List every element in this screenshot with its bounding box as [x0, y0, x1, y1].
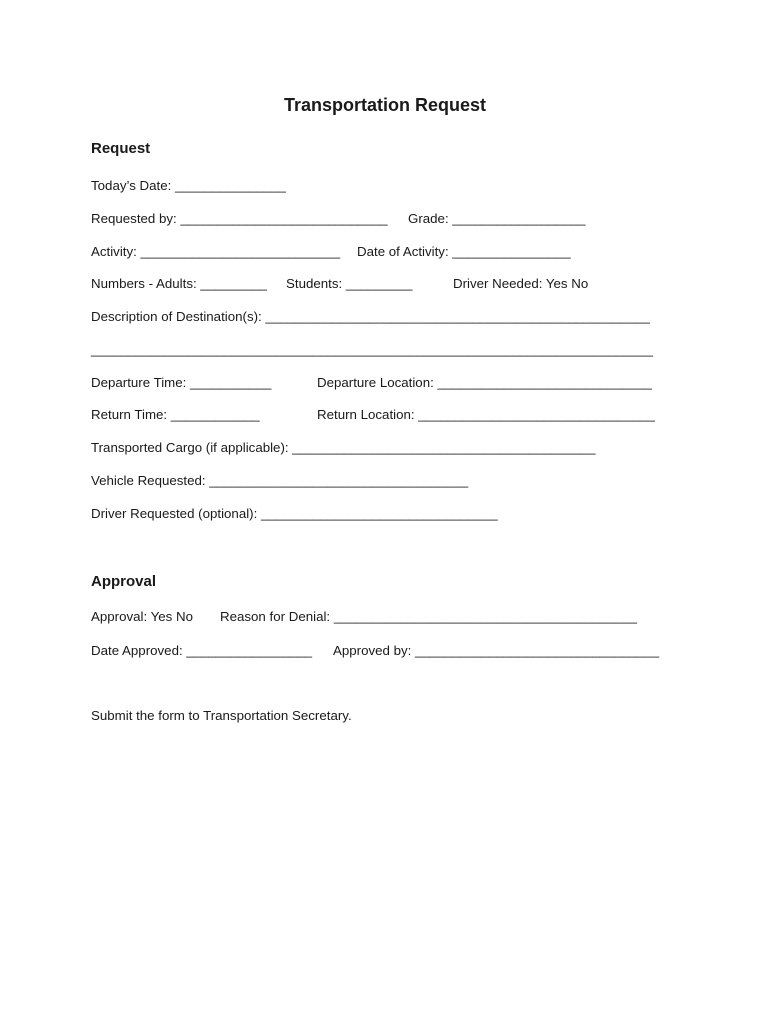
description-row: [0, 308, 770, 326]
activity-field[interactable]: Activity: ___________________________: [91, 244, 341, 259]
driver-requested-row: [0, 505, 770, 523]
driver-needed-field[interactable]: Driver Needed: Yes No: [453, 276, 589, 291]
approval-section-heading: Approval: [91, 573, 157, 590]
approved-by-field[interactable]: Approved by: _________________________________: [333, 643, 660, 658]
departure-time-field[interactable]: Departure Time: ___________: [91, 375, 272, 390]
requested-by-field[interactable]: Requested by: ____________________________: [91, 211, 388, 226]
description-of-destinations-field[interactable]: Description of Destination(s): ____________________________________________________: [91, 309, 650, 324]
departure-row: [0, 374, 770, 392]
driver-requested-field[interactable]: Driver Requested (optional): ________________________________: [91, 506, 498, 521]
todays-date-field[interactable]: Today’s Date: _______________: [91, 178, 286, 193]
students-field[interactable]: Students: _________: [286, 276, 413, 291]
submit-instruction: Submit the form to Transportation Secretary.: [91, 708, 352, 723]
description-continuation-field[interactable]: ____________________________________________________________________________: [91, 342, 654, 357]
requested-by-row: [0, 210, 770, 228]
vehicle-row: [0, 472, 770, 490]
numbers-adults-field[interactable]: Numbers - Adults: _________: [91, 276, 267, 291]
request-section-heading: Request: [91, 140, 151, 157]
activity-row: [0, 243, 770, 261]
page-title: Transportation Request: [283, 95, 487, 115]
approval-row: [0, 608, 770, 626]
date-of-activity-field[interactable]: Date of Activity: ________________: [357, 244, 571, 259]
reason-for-denial-field[interactable]: Reason for Denial: _________________________________________: [220, 609, 638, 624]
numbers-row: [0, 275, 770, 293]
return-time-field[interactable]: Return Time: ____________: [91, 407, 260, 422]
date-approved-row: [0, 642, 770, 660]
grade-field[interactable]: Grade: __________________: [408, 211, 586, 226]
departure-location-field[interactable]: Departure Location: _____________________________: [317, 375, 652, 390]
return-location-field[interactable]: Return Location: ________________________________: [317, 407, 655, 422]
transported-cargo-field[interactable]: Transported Cargo (if applicable): _________________________________________: [91, 440, 596, 455]
cargo-row: [0, 439, 770, 457]
vehicle-requested-field[interactable]: Vehicle Requested: ___________________________________: [91, 473, 469, 488]
date-approved-field[interactable]: Date Approved: _________________: [91, 643, 313, 658]
description-continuation-row: [0, 341, 770, 359]
approval-yes-no-field[interactable]: Approval: Yes No: [91, 609, 194, 624]
return-row: [0, 406, 770, 424]
todays-date-row: [0, 177, 770, 195]
